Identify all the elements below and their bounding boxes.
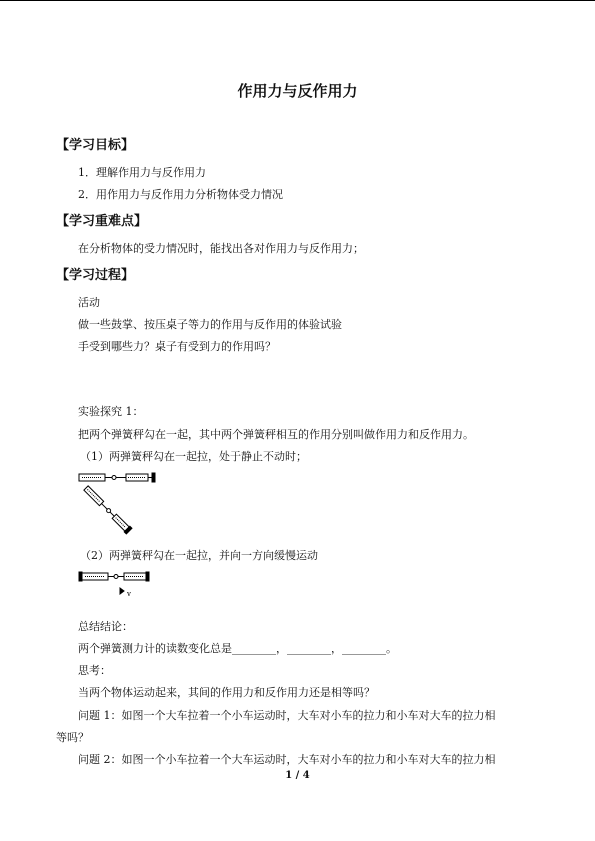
line-case-1: （1）两弹簧秤勾在一起拉，处于静止不动时；	[80, 450, 307, 463]
line-question-1-cont: 等吗？	[56, 731, 89, 744]
heading-goals: 【学习目标】	[56, 138, 135, 153]
heading-key-points: 【学习重难点】	[56, 214, 148, 229]
line-experiment-desc: 把两个弹簧秤勾在一起，其中两个弹簧秤相互的作用分别叫做作用力和反作用力。	[78, 428, 474, 441]
line-think: 思考：	[78, 664, 111, 677]
line-conclusion: 总结结论：	[78, 620, 133, 633]
spring-scale-figure-1	[78, 470, 158, 536]
heading-process: 【学习过程】	[56, 268, 135, 283]
line-activity-desc: 做一些鼓掌、按压桌子等力的作用与反作用的体验试验	[78, 318, 342, 331]
goal-item-1: 1．理解作用力与反作用力	[78, 166, 206, 179]
line-conclusion-blanks: 两个弹簧测力计的读数变化总是________，________，________。	[78, 642, 397, 655]
goal-item-2: 2．用作用力与反作用力分析物体受力情况	[78, 188, 283, 201]
header-rule	[0, 0, 595, 1]
line-experiment-1: 实验探究 1：	[78, 405, 144, 418]
page-number: 1 / 4	[285, 770, 310, 781]
line-think-question: 当两个物体运动起来，其间的作用力和反作用力还是相等吗？	[78, 686, 375, 699]
line-question-hand: 手受到哪些力？桌子有受到力的作用吗？	[78, 340, 276, 353]
line-activity: 活动	[78, 296, 100, 309]
velocity-label: v	[127, 590, 131, 598]
spring-scale-figure-2	[78, 569, 154, 599]
line-question-1: 问题 1：如图一个大车拉着一个小车运动时，大车对小车的拉力和小车对大车的拉力相	[78, 709, 496, 722]
page-title: 作用力与反作用力	[237, 82, 358, 100]
line-case-2: （2）两弹簧秤勾在一起拉，并向一方向缓慢运动	[80, 549, 318, 562]
line-question-2: 问题 2：如图一个小车拉着一个大车运动时，大车对小车的拉力和小车对大车的拉力相	[78, 753, 496, 766]
key-points-text: 在分析物体的受力情况时，能找出各对作用力与反作用力；	[78, 242, 364, 255]
